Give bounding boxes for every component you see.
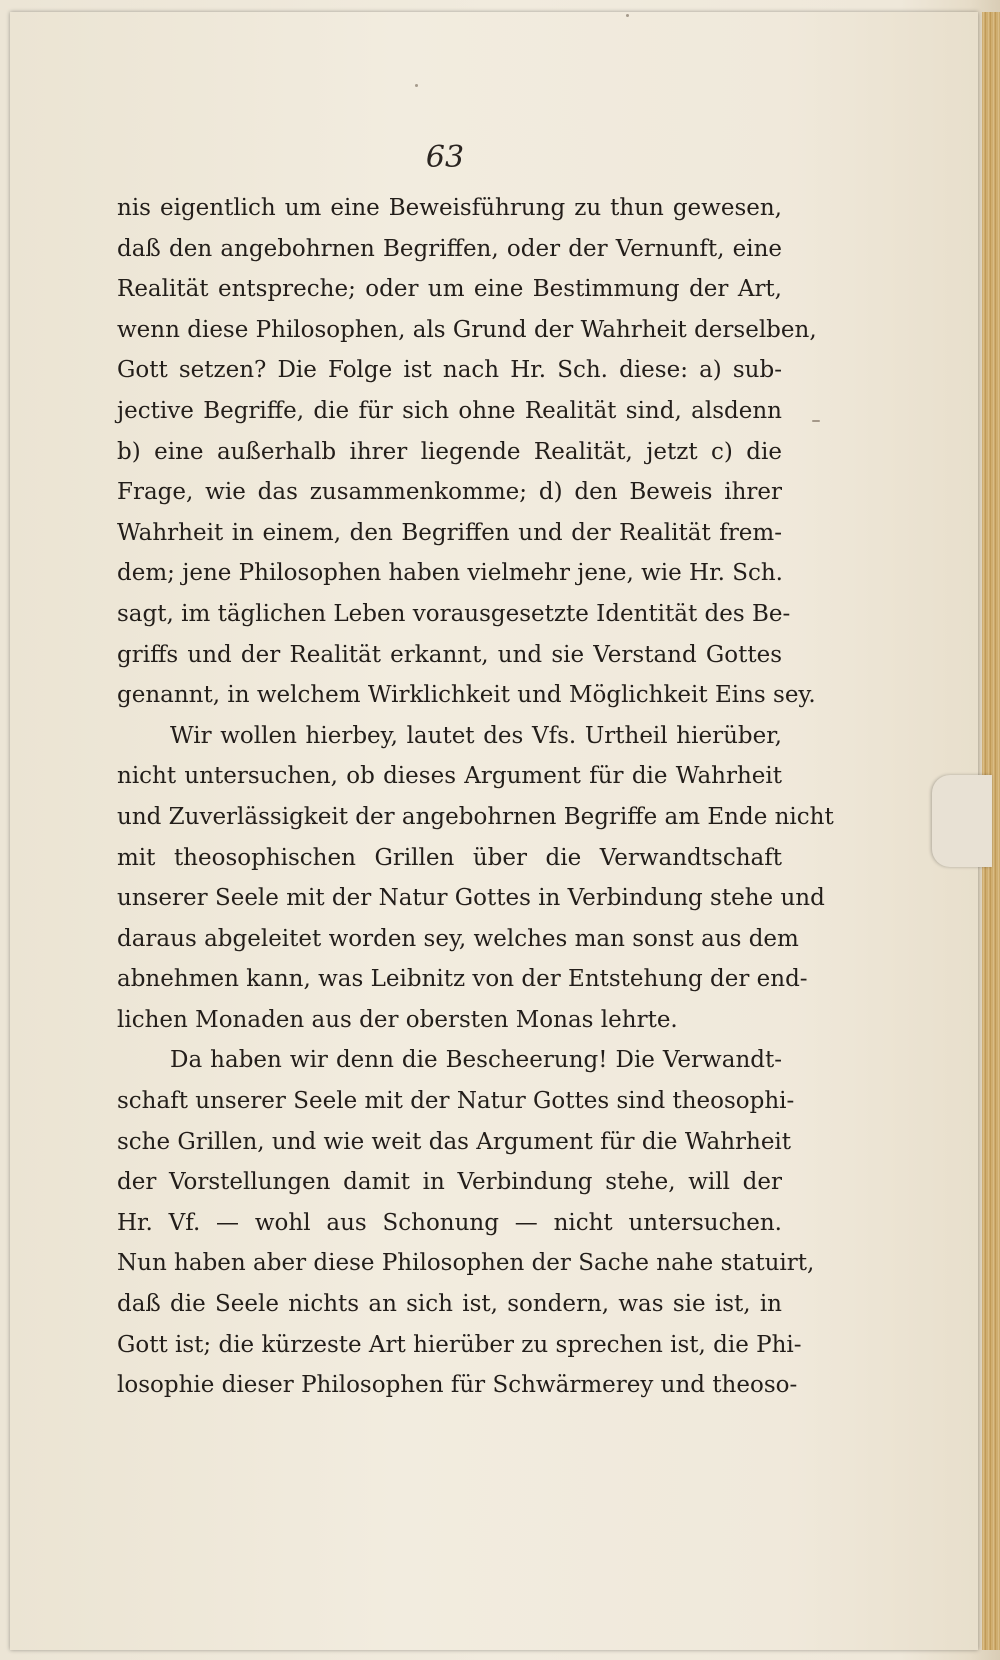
paper-speck (626, 14, 629, 17)
text-line: Wir wollen hierbey, lautet des Vfs. Urtheil hierüber, (170, 722, 782, 749)
text-line: Gott ist; die kürzeste Art hierüber zu sprechen ist, die Phi- (117, 1331, 802, 1358)
text-line: lichen Monaden aus der obersten Monas lehrte. (117, 1006, 678, 1033)
text-line: sagt, im täglichen Leben vorausgesetzte Identität des Be- (117, 600, 791, 627)
text-line: unserer Seele mit der Natur Gottes in Verbindung stehe und (117, 885, 825, 912)
text-line: genannt, in welchem Wirklichkeit und Möglichkeit Eins sey. (117, 682, 816, 709)
text-line: Gott setzen? Die Folge ist nach Hr. Sch. diese: a) sub- (117, 357, 782, 384)
page-number: 63 (425, 140, 465, 175)
text-line: b) eine außerhalb ihrer liegende Realität, jetzt c) die (117, 438, 782, 465)
text-line: nis eigentlich um eine Beweisführung zu thun gewesen, (117, 195, 782, 221)
text-line: sche Grillen, und wie weit das Argument für die Wahrheit (117, 1128, 792, 1155)
text-line: Frage, wie das zusammenkomme; d) den Beweis ihrer (117, 479, 782, 506)
text-line: Nun haben aber diese Philosophen der Sache nahe statuirt, (117, 1250, 815, 1277)
text-line: daß die Seele nichts an sich ist, sondern, was sie ist, in (117, 1291, 782, 1318)
text-line: Da haben wir denn die Bescheerung! Die Verwandt- (170, 1047, 782, 1074)
paper-speck (812, 420, 820, 422)
text-line: griffs und der Realität erkannt, und sie Verstand Gottes (117, 641, 782, 668)
body-text (117, 188, 834, 1406)
text-line: Hr. Vf. — wohl aus Schonung — nicht untersuchen. (117, 1209, 782, 1236)
text-line: der Vorstellungen damit in Verbindung stehe, will der (117, 1169, 782, 1196)
text-line: und Zuverlässigkeit der angebohrnen Begriffe am Ende nicht (117, 803, 834, 830)
thumb-tab (932, 775, 992, 867)
text-line: wenn diese Philosophen, als Grund der Wahrheit derselben, (117, 316, 817, 343)
text-line: daraus abgeleitet worden sey, welches man sonst aus dem (117, 925, 799, 952)
text-line: nicht untersuchen, ob dieses Argument für die Wahrheit (117, 763, 782, 790)
text-line: Realität entspreche; oder um eine Bestimmung der Art, (117, 276, 782, 303)
text-line: losophie dieser Philosophen für Schwärmerey und theoso- (117, 1372, 798, 1399)
text-line: Wahrheit in einem, den Begriffen und der Realität frem- (117, 519, 782, 546)
text-line: jective Begriffe, die für sich ohne Realität sind, alsdenn (117, 397, 782, 424)
text-line: schaft unserer Seele mit der Natur Gottes sind theosophi- (117, 1088, 795, 1115)
text-line: mit theosophischen Grillen über die Verwandtschaft (117, 844, 782, 871)
text-line: abnehmen kann, was Leibnitz von der Entstehung der end- (117, 966, 808, 993)
text-line: dem; jene Philosophen haben vielmehr jene, wie Hr. Sch. (117, 560, 783, 587)
text-line: daß den angebohrnen Begriffen, oder der Vernunft, eine (117, 235, 782, 262)
paper-speck (415, 84, 418, 87)
